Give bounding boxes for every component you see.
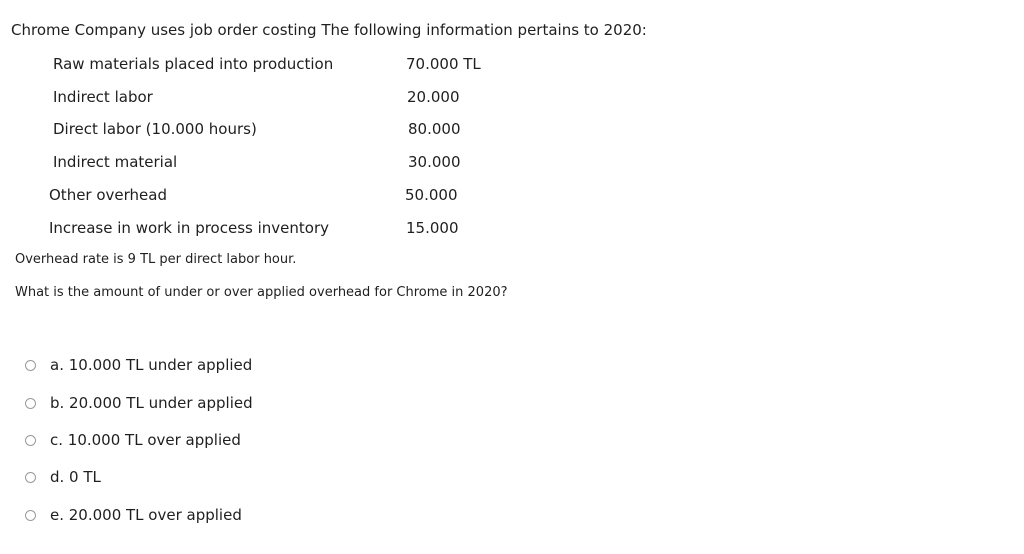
overhead-rate-note: Overhead rate is 9 TL per direct labor hour. xyxy=(15,252,297,267)
data-row-value: 30.000 xyxy=(408,153,461,171)
data-row-label: Indirect material xyxy=(53,153,178,171)
data-row-label: Indirect labor xyxy=(53,88,153,106)
radio-button[interactable] xyxy=(25,435,36,446)
answer-option-b[interactable] xyxy=(25,392,253,414)
data-row-label: Increase in work in process inventory xyxy=(49,219,329,237)
data-row-indirect-labor xyxy=(0,88,600,110)
question-intro: Chrome Company uses job order costing The following information pertains to 2020: xyxy=(11,21,647,39)
data-row-value: 80.000 xyxy=(408,120,461,138)
answer-option-c[interactable] xyxy=(25,429,241,451)
data-row-label: Raw materials placed into production xyxy=(53,55,334,73)
data-row-indirect-material xyxy=(0,153,600,175)
radio-button[interactable] xyxy=(25,360,36,371)
data-row-direct-labor xyxy=(0,120,600,142)
answer-option-label: c. 10.000 TL over applied xyxy=(50,431,241,449)
data-row-other-overhead xyxy=(0,186,600,208)
answer-option-label: b. 20.000 TL under applied xyxy=(50,394,253,412)
answer-option-e[interactable] xyxy=(25,504,242,526)
data-row-value: 15.000 xyxy=(406,219,459,237)
answer-option-label: e. 20.000 TL over applied xyxy=(50,506,242,524)
data-row-value: 20.000 xyxy=(407,88,460,106)
answer-option-d[interactable] xyxy=(25,466,101,488)
answer-option-a[interactable] xyxy=(25,354,252,376)
radio-button[interactable] xyxy=(25,398,36,409)
data-row-raw-materials xyxy=(0,55,600,77)
question-prompt: What is the amount of under or over applied overhead for Chrome in 2020? xyxy=(15,285,508,300)
answer-option-label: d. 0 TL xyxy=(50,468,101,486)
data-row-wip-increase xyxy=(0,219,600,241)
data-row-label: Direct labor (10.000 hours) xyxy=(53,120,257,138)
answer-option-label: a. 10.000 TL under applied xyxy=(50,356,253,374)
radio-button[interactable] xyxy=(25,472,36,483)
data-row-value: 70.000 TL xyxy=(406,55,481,73)
data-row-label: Other overhead xyxy=(49,186,167,204)
radio-button[interactable] xyxy=(25,510,36,521)
data-row-value: 50.000 xyxy=(405,186,458,204)
